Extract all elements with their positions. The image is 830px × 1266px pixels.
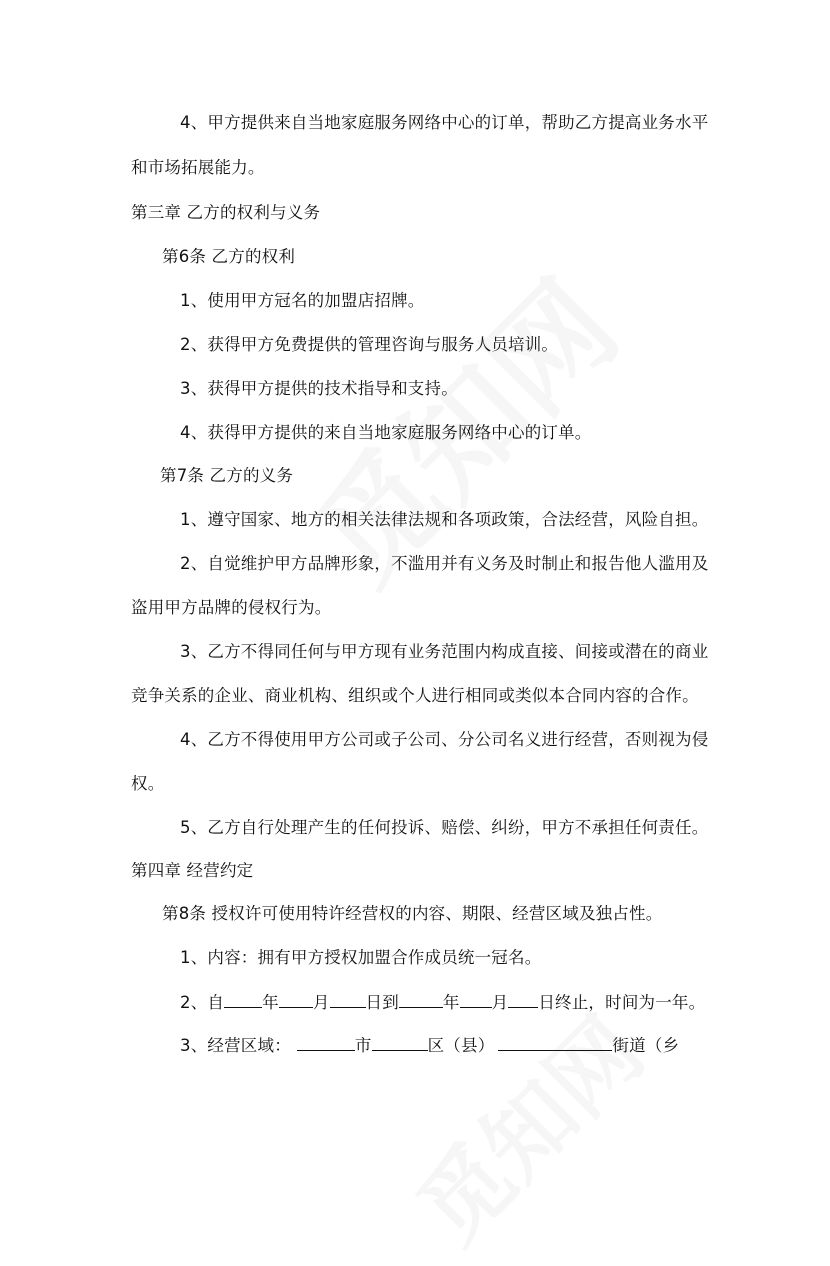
term-line bbox=[180, 991, 705, 1014]
blank-field bbox=[372, 1034, 428, 1051]
paragraph-line: 2、获得甲方免费提供的管理咨询与服务人员培训。 bbox=[180, 335, 559, 354]
term-day-label: 日到 bbox=[365, 993, 399, 1012]
blank-field bbox=[279, 991, 313, 1008]
term-month-label: 月 bbox=[491, 993, 509, 1012]
paragraph-line: 3、获得甲方提供的技术指导和支持。 bbox=[180, 379, 458, 398]
article-heading: 第8条 授权许可使用特许经营权的内容、期限、经营区域及独占性。 bbox=[162, 904, 663, 923]
paragraph-line: 盗用甲方品牌的侵权行为。 bbox=[131, 598, 332, 617]
article-heading: 第7条 乙方的义务 bbox=[160, 466, 294, 485]
chapter-heading: 第三章 乙方的权利与义务 bbox=[131, 203, 321, 222]
area-district-label: 区（县） bbox=[427, 1036, 495, 1055]
watermark bbox=[384, 984, 667, 1266]
article-heading: 第6条 乙方的权利 bbox=[162, 247, 296, 266]
blank-field bbox=[399, 991, 443, 1008]
paragraph-line: 1、内容：拥有甲方授权加盟合作成员统一冠名。 bbox=[180, 948, 542, 967]
term-prefix: 2、自 bbox=[180, 993, 225, 1012]
area-prefix: 3、经营区域： bbox=[180, 1036, 291, 1055]
paragraph-line: 权。 bbox=[131, 774, 165, 793]
paragraph-line: 和市场拓展能力。 bbox=[131, 158, 265, 177]
paragraph-line: 4、乙方不得使用甲方公司或子公司、分公司名义进行经营，否则视为侵 bbox=[180, 730, 709, 749]
paragraph-line: 竞争关系的企业、商业机构、组织或个人进行相同或类似本合同内容的合作。 bbox=[131, 686, 699, 705]
paragraph-line: 4、获得甲方提供的来自当地家庭服务网络中心的订单。 bbox=[180, 423, 592, 442]
blank-field bbox=[330, 991, 366, 1008]
paragraph-line: 2、自觉维护甲方品牌形象，不滥用并有义务及时制止和报告他人滥用及 bbox=[180, 554, 709, 573]
paragraph-line: 3、乙方不得同任何与甲方现有业务范围内构成直接、间接或潜在的商业 bbox=[180, 642, 709, 661]
term-suffix: 日终止，时间为一年。 bbox=[538, 993, 706, 1012]
blank-field bbox=[498, 1034, 612, 1051]
blank-field bbox=[224, 991, 262, 1008]
area-line bbox=[180, 1034, 679, 1057]
area-street-label: 街道（乡 bbox=[612, 1036, 680, 1055]
blank-field bbox=[297, 1034, 355, 1051]
paragraph-line: 1、遵守国家、地方的相关法律法规和各项政策，合法经营，风险自担。 bbox=[180, 510, 709, 529]
term-year-label: 年 bbox=[442, 993, 460, 1012]
area-city-label: 市 bbox=[354, 1036, 372, 1055]
term-year-label: 年 bbox=[262, 993, 279, 1012]
blank-field bbox=[508, 991, 538, 1008]
term-month-label: 月 bbox=[312, 993, 330, 1012]
chapter-heading: 第四章 经营约定 bbox=[131, 861, 254, 880]
paragraph-line: 1、使用甲方冠名的加盟店招牌。 bbox=[180, 291, 425, 310]
paragraph-line: 5、乙方自行处理产生的任何投诉、赔偿、纠纷，甲方不承担任何责任。 bbox=[180, 818, 709, 837]
blank-field bbox=[460, 991, 492, 1008]
paragraph-line: 4、甲方提供来自当地家庭服务网络中心的订单，帮助乙方提高业务水平 bbox=[180, 113, 709, 132]
